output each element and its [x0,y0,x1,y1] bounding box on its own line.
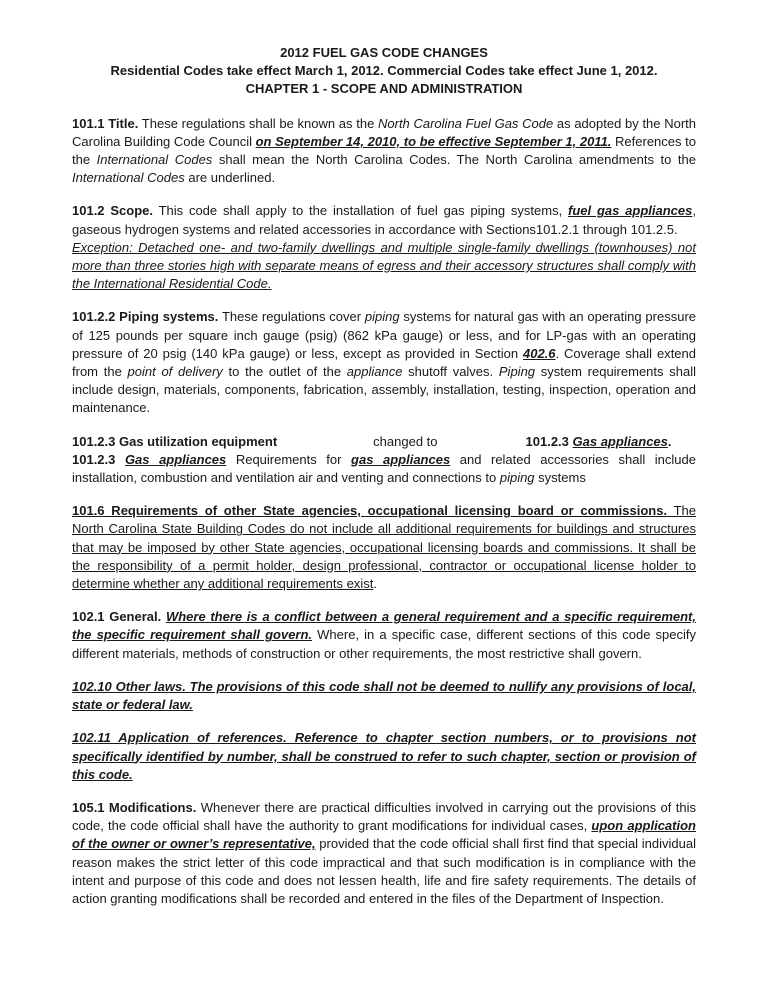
section-102-11 [72,729,696,784]
section-101-6: 101.6 Requirements of other State agencies, occupational licensing board or commissions. The North Carolina State Building Codes do not include all additional requirements for buildings and structures that may be imposed by other State agencies, occupational licensing boards and commissions. It shall be the responsibility of a permit holder, design professional, contractor or occupational license holder to determine whether any additional requirements exist. [72,503,696,592]
amendment-text: 102.10 Other laws. The provisions of this code shall not be deemed to nullify any provisions of local, state or federal law. [72,678,696,713]
amendment-text: Where there is a conflict between a general requirement and a specific requirement, the specific requirement shall govern. [72,609,696,643]
section-heading: 101.2 Scope. [72,203,153,219]
section-heading: 101.6 Requirements of other State agencies, occupational licensing board or commissions. [72,503,668,519]
amendment-text: The North Carolina State Building Codes do not include all additional requirements for buildings and structures that may be imposed by other State agencies, occupational licensing boards and commissions. It shall be the responsibility of a permit holder, design professional, contractor or occupational license holder to determine whether any additional requirements exist [72,503,696,592]
amendment-text: upon application of the owner or owner’s representative, [72,818,696,852]
section-heading: 105.1 Modifications. [72,799,197,815]
section-102-1: 102.1 General. Where there is a conflict between a general requirement and a specific requirement, the specific requirement shall govern. Where, in a specific case, different sections of this code specify different materials, methods of construction or other requirements, the most restrictive shall govern. [72,609,696,661]
amendment-text: Gas appliances [572,433,668,449]
section-101-2: 101.2 Scope. This code shall apply to the installation of fuel gas piping systems, fuel gas appliances, gaseous hydrogen systems and related accessories in accordance with Sections101.2.1 through 101.2.5. Exception: Detached one- and two-family dwellings and multiple single-family dwellings (townhouses) not more than three stories high with separate means of egress and their accessory structures shall comply with the International Residential Code. [72,203,696,292]
section-heading: 102.1 General. [72,609,162,625]
amendment-text: Gas appliances [124,451,227,467]
section-101-2-2: 101.2.2 Piping systems. These regulations cover piping systems for natural gas with an operating pressure of 125 pounds per square inch gauge (psig) (862 kPa gauge) or less, and for LP-gas with an operating pressure of 20 psig (140 kPa gauge) or less, except as provided in Section 402.6. Coverage shall extend from the point of delivery to the outlet of the appliance shutoff valves. Piping system requirements shall include design, materials, components, fabrication, assembly, installation, testing, inspection, operation and maintenance. [72,309,697,416]
amendment-text: fuel gas appliances [568,203,693,219]
amendment-text: on September 14, 2010, to be effective September 1, 2011. [255,133,612,149]
exception-text: Exception: Detached one- and two-family dwellings and multiple single-family dwellings (townhouses) not more than three stories high with separate means of egress and their accessory structures shall comply with the International Residential Code. [72,239,696,292]
amendment-text: 402.6 [522,345,556,361]
section-102-10 [72,678,696,714]
amendment-text: gas appliances [351,451,451,467]
section-101-1: 101.1 Title. These regulations shall be known as the North Carolina Fuel Gas Code as adopted by the North Carolina Building Code Council on September 14, 2010, to be effective September 1, 2011. References to the International Codes shall mean the North Carolina Codes. The North Carolina amendments to the International Codes are underlined. [72,115,697,186]
old-heading: 101.2.3 Gas utilization equipment [72,433,278,449]
section-heading: 101.2.2 Piping systems. [72,309,219,325]
section-101-2-3-change: 101.2.3 Gas utilization equipment changed to 101.2.3 Gas appliances. [72,433,672,449]
amendment-text: 102.11 Application of references. Reference to chapter section numbers, or to provisions not specifically identified by number, shall be construed to refer to such chapter, section or provision of this code. [72,730,696,782]
document-title: 2012 FUEL GAS CODE CHANGES [280,45,488,60]
document-header [72,44,696,99]
section-101-2-3: 101.2.3 Gas appliances Requirements for gas appliances and related accessories shall include installation, combustion and ventilation air and venting and connections to piping systems [72,451,696,486]
section-heading: 101.1 Title. [72,115,139,131]
chapter-title: CHAPTER 1 - SCOPE AND ADMINISTRATION [245,81,523,97]
section-105-1: 105.1 Modifications. Whenever there are practical difficulties involved in carrying out the provisions of this code, the code official shall have the authority to grant modifications for individual cases, upon application of the owner or owner’s representative, provided that the code official shall first find that special individual reason makes the strict letter of this code impractical and that such modification is in compliance with the intent and purpose of this code and does not lessen health, life and fire safety requirements. The details of action granting modifications shall be recorded and entered in the files of the Department of Inspection. [72,799,696,906]
effective-dates-line: Residential Codes take effect March 1, 2012. Commercial Codes take effect June 1, 2012. [110,63,658,79]
